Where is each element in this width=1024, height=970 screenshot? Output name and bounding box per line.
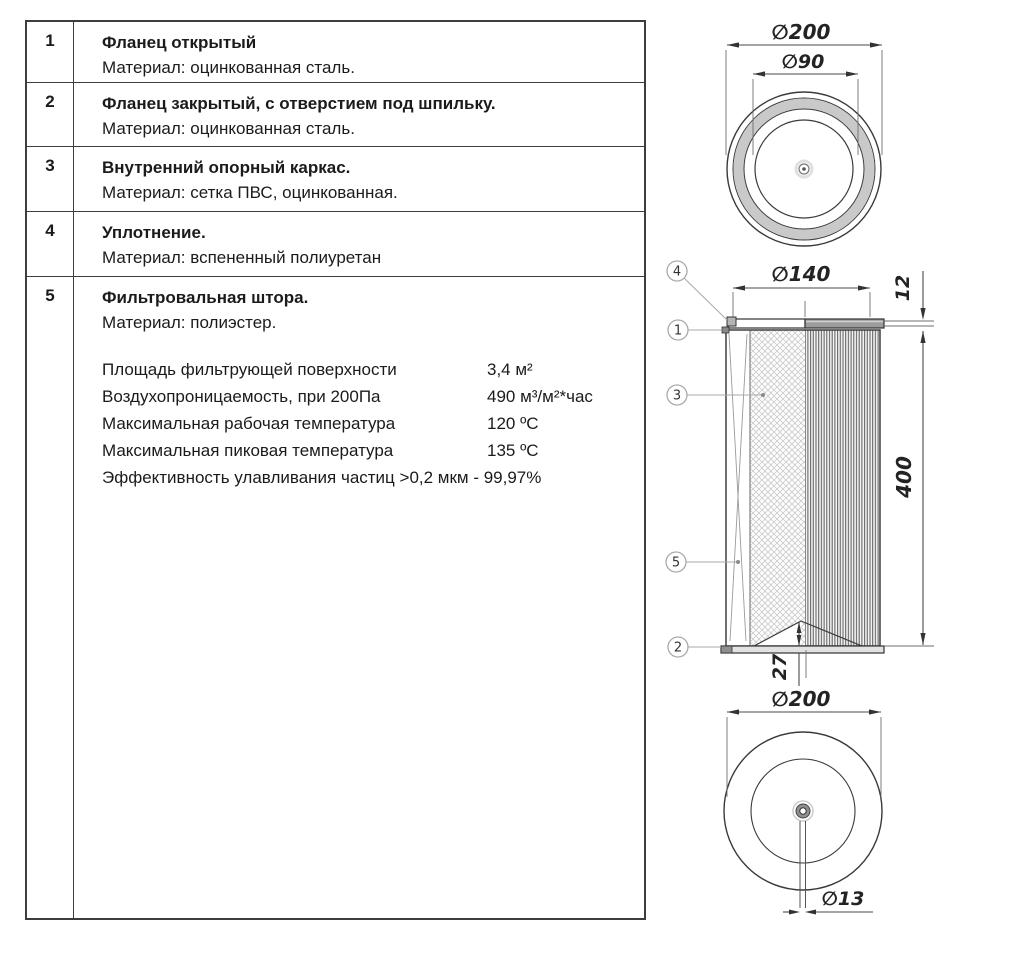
part-title: Фильтровальная штора. [102, 288, 309, 307]
stud-hole [800, 808, 806, 814]
flange-edge-nub [722, 327, 729, 333]
leader-dot [761, 393, 765, 397]
flange-height-label: 12 [892, 274, 914, 302]
gasket-seal [727, 317, 736, 326]
table-row [27, 22, 644, 83]
row-description-cell [74, 83, 644, 146]
part-material: Материал: полиэстер. [102, 313, 277, 332]
balloon-4-number: 4 [672, 264, 682, 280]
spec-label: Максимальная рабочая температура [102, 414, 396, 433]
support-mesh-area [750, 330, 805, 646]
top-view-inner-diameter-label: ∅90 [781, 51, 825, 73]
spec-list [102, 356, 634, 491]
balloon-5-number: 5 [671, 555, 681, 571]
row-description-cell [74, 277, 644, 918]
body-height-label: 400 [892, 456, 916, 498]
part-material: Материал: сетка ПВС, оцинкованная. [102, 183, 398, 202]
flange-diameter-label: ∅140 [771, 262, 831, 286]
row-description-cell [74, 147, 644, 211]
leader-dot [736, 560, 740, 564]
row-number: 5 [27, 277, 74, 918]
spec-value: 120 ºС [487, 414, 539, 433]
side-view [666, 261, 934, 686]
table-row [27, 83, 644, 147]
row-number: 1 [27, 22, 74, 82]
pleated-media-area [805, 330, 880, 646]
row-description-cell [74, 212, 644, 276]
spec-value: 135 ºС [487, 441, 539, 460]
spec-efficiency-note: Эффективность улавливания частиц >0,2 мкм - 99,97% [102, 468, 542, 487]
bottom-view [724, 687, 882, 915]
spec-label: Максимальная пиковая температура [102, 441, 394, 460]
top-view [726, 20, 882, 246]
row-number: 4 [27, 212, 74, 276]
part-title: Внутренний опорный каркас. [102, 158, 351, 177]
part-material: Материал: оцинкованная сталь. [102, 58, 355, 77]
part-material: Материал: оцинкованная сталь. [102, 119, 355, 138]
balloon-2-number: 2 [673, 640, 683, 656]
spec-row [102, 383, 634, 410]
spec-label: Площадь фильтрующей поверхности [102, 360, 397, 379]
spec-row [102, 410, 634, 437]
spec-value: 3,4 м² [487, 360, 533, 379]
bottom-flange [721, 646, 884, 653]
spec-row [102, 356, 634, 383]
row-number: 3 [27, 147, 74, 211]
pleat-fold-line [729, 334, 746, 641]
top-flange-right [805, 319, 884, 328]
part-title: Фланец открытый [102, 33, 257, 52]
balloon-1-number: 1 [673, 323, 683, 339]
top-flange-left [728, 319, 805, 328]
row-description-cell [74, 22, 644, 82]
spec-row [102, 437, 634, 464]
table-row [27, 277, 644, 918]
stud-hole-diameter-label: ∅13 [821, 888, 865, 910]
bottom-view-outer-diameter-label: ∅200 [771, 687, 831, 711]
table-row [27, 147, 644, 212]
cone-height-label: 27 [769, 653, 791, 681]
spec-label: Воздухопроницаемость, при 200Па [102, 387, 381, 406]
part-title: Уплотнение. [102, 223, 206, 242]
pleat-fold-line [730, 334, 747, 641]
technical-drawing [650, 0, 1024, 970]
table-row [27, 212, 644, 277]
part-material: Материал: вспененный полиуретан [102, 248, 382, 267]
top-view-center-dot [802, 167, 806, 171]
row-number: 2 [27, 83, 74, 146]
bottom-flange-left-cap [721, 646, 732, 653]
top-view-outer-diameter-label: ∅200 [771, 20, 831, 44]
part-title: Фланец закрытый, с отверстием под шпильку. [102, 94, 496, 113]
balloon-3-number: 3 [672, 388, 682, 404]
parts-table [25, 20, 646, 920]
spec-value: 490 м³/м²*час [487, 387, 593, 406]
